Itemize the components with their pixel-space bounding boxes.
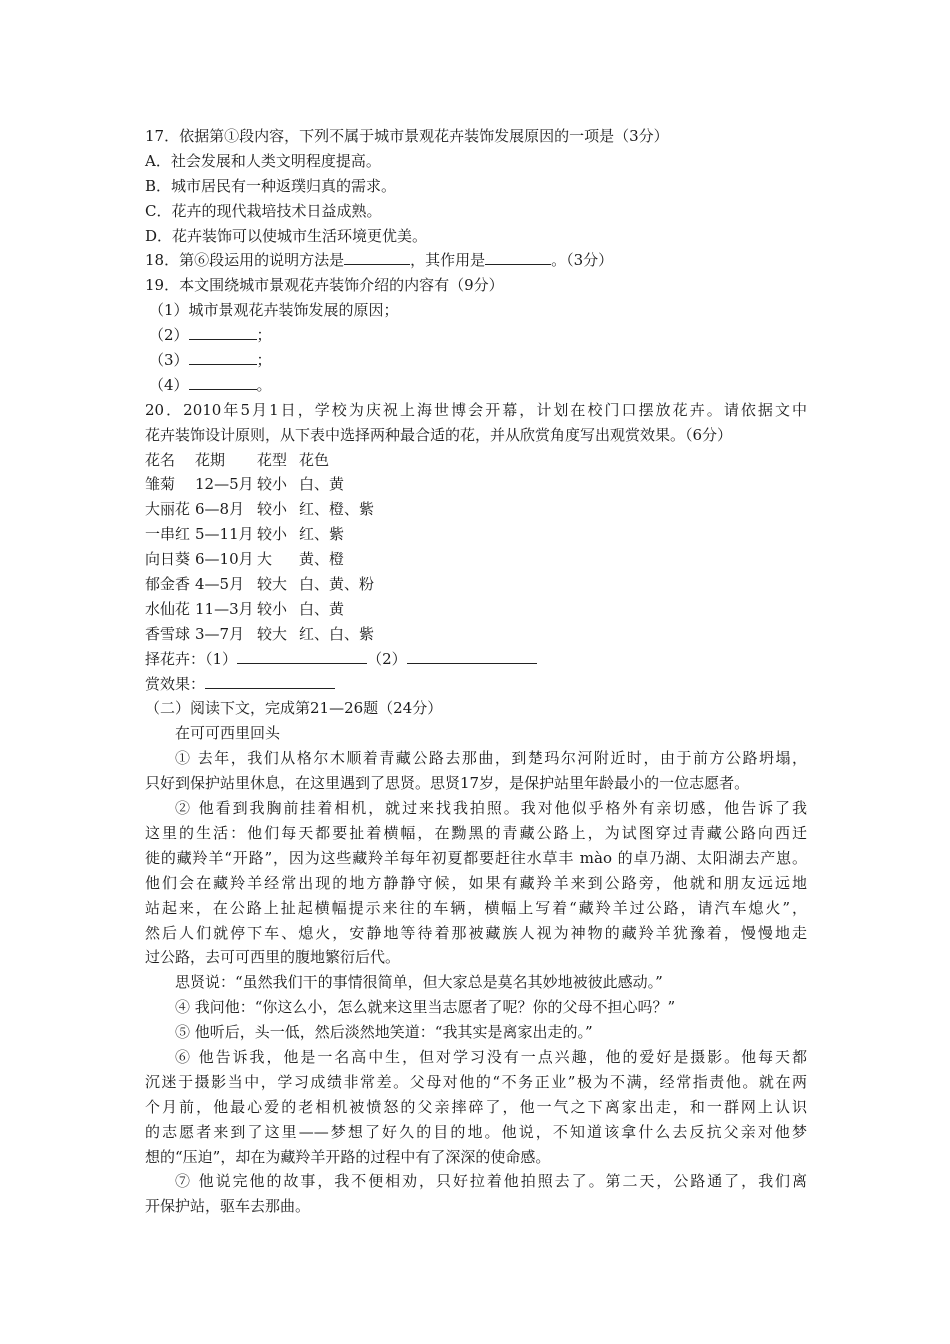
flower-table-row	[145, 522, 807, 547]
q19-blank[interactable]	[189, 373, 257, 390]
flower-table-row	[145, 472, 807, 497]
q19-item: （1）城市景观花卉装饰发展的原因；	[149, 301, 399, 320]
table-cell: 白、黄、粉	[299, 575, 375, 594]
table-cell: 6—8月	[195, 500, 245, 519]
table-cell: 11—3月	[195, 599, 254, 618]
q17-option: A．社会发展和人类文明程度提高。	[145, 151, 381, 170]
article-title: 在可可西里回头	[175, 724, 281, 743]
q19-label: （2）	[149, 326, 189, 345]
article-paragraph-line: 他们会在藏羚羊经常出现的地方静静守候，如果有藏羚羊来到公路旁，他就和朋友远远地	[145, 873, 807, 892]
flower-choice-1-blank[interactable]	[237, 647, 367, 664]
q18-line	[145, 248, 807, 273]
article-paragraph-line: 思贤说：“虽然我们干的事情很简单，但大家总是莫名其妙地被彼此感动。”	[175, 973, 663, 992]
table-cell: 红、橙、紫	[299, 500, 375, 519]
q18-text: 18．第⑥段运用的说明方法是	[145, 251, 345, 270]
flower-choice-2-blank[interactable]	[407, 647, 537, 664]
q19-end: 。	[256, 375, 272, 394]
article-paragraph-line: ① 去年，我们从格尔木顺着青藏公路去那曲，到楚玛尔河附近时，由于前方公路坍塌，	[175, 749, 807, 768]
table-cell: 6—10月	[195, 550, 254, 569]
q18-blank-method[interactable]	[344, 248, 410, 265]
flower-table-row	[145, 572, 807, 597]
q20-choose-line	[145, 647, 807, 672]
q18-blank-effect[interactable]	[485, 248, 551, 265]
q17-option: D．花卉装饰可以使城市生活环境更优美。	[145, 226, 428, 245]
q18-text: 。（3分）	[551, 251, 614, 270]
table-cell: 大丽花	[145, 500, 191, 519]
q19-end: ；	[256, 326, 272, 345]
section2-heading: （二）阅读下文，完成第21—26题（24分）	[145, 699, 443, 718]
flower-table-row	[145, 497, 807, 522]
table-cell: 大	[257, 550, 273, 569]
table-cell: 12—5月	[195, 475, 254, 494]
q19-item	[145, 348, 807, 373]
table-header-cell: 花色	[299, 450, 330, 469]
flower-table-row	[145, 597, 807, 622]
q19-end: ；	[256, 351, 272, 370]
q18-text: ，其作用是	[410, 251, 486, 270]
q19-item	[145, 323, 807, 348]
table-cell: 香雪球	[145, 624, 191, 643]
article-paragraph-line: 想的“压迫”，却在为藏羚羊开路的过程中有了深深的使命感。	[145, 1147, 551, 1166]
article-paragraph-line: ⑤ 他听后，头一低，然后淡然地笑道：“我其实是离家出走的。”	[175, 1023, 593, 1042]
q17-option: B．城市居民有一种返璞归真的需求。	[145, 176, 397, 195]
table-cell: 较小	[257, 475, 288, 494]
q19-blank[interactable]	[189, 323, 257, 340]
table-cell: 较大	[257, 624, 288, 643]
q20-stem: 20．2010年5月1日，学校为庆祝上海世博会开幕，计划在校门口摆放花卉。请依据文中	[145, 400, 807, 419]
table-cell: 较小	[257, 525, 288, 544]
effect-blank[interactable]	[205, 672, 335, 689]
table-cell: 黄、橙	[299, 550, 345, 569]
flower-table-row	[145, 547, 807, 572]
table-cell: 较大	[257, 575, 288, 594]
q19-stem: 19．本文围绕城市景观花卉装饰介绍的内容有（9分）	[145, 276, 504, 295]
table-cell: 5—11月	[195, 525, 254, 544]
q20-effect-line	[145, 672, 807, 697]
article-paragraph-line: ④ 我问他：“你这么小，怎么就来这里当志愿者了呢？你的父母不担心吗？”	[175, 998, 676, 1017]
q17-option: C．花卉的现代栽培技术日益成熟。	[145, 201, 382, 220]
article-paragraph-line: 然后人们就停下车、熄火，安静地等待着那被藏族人视为神物的藏羚羊犹豫着，慢慢地走	[145, 923, 807, 942]
article-paragraph-line: 只好到保护站里休息，在这里遇到了思贤。思贤17岁，是保护站里年龄最小的一位志愿者。	[145, 774, 750, 793]
table-cell: 一串红	[145, 525, 191, 544]
flower-table-row	[145, 622, 807, 647]
article-paragraph-line: 开保护站，驱车去那曲。	[145, 1197, 311, 1216]
effect-label: 赏效果：	[145, 674, 206, 693]
choose-label: 择花卉：	[145, 649, 206, 668]
table-cell: 较小	[257, 500, 288, 519]
exam-document	[145, 124, 807, 1219]
article-paragraph-line: 的志愿者来到了这里——梦想了好久的目的地。他说，不知道该拿什么去反抗父亲对他梦	[145, 1122, 807, 1141]
article-paragraph-line: 这里的生活：他们每天都要扯着横幅，在黝黑的青藏公路上，为试图穿过青藏公路向西迁	[145, 823, 807, 842]
article-paragraph-line: 沉迷于摄影当中，学习成绩非常差。父母对他的“不务正业”极为不满，经常指责他。就在两	[145, 1072, 807, 1091]
choose-2-label: （2）	[367, 649, 407, 668]
q17-stem: 17．依据第①段内容，下列不属于城市景观花卉装饰发展原因的一项是（3分）	[145, 127, 669, 145]
table-cell: 郁金香	[145, 575, 191, 594]
table-cell: 较小	[257, 599, 288, 618]
q19-blank[interactable]	[189, 348, 257, 365]
article-paragraph-line: 个月前，他最心爱的老相机被愤怒的父亲摔碎了，他一气之下离家出走，和一群网上认识	[145, 1097, 807, 1116]
article-paragraph-line: ⑦ 他说完他的故事，我不便相劝，只好拉着他拍照去了。第二天，公路通了，我们离	[175, 1172, 807, 1191]
article-paragraph-line: 徙的藏羚羊“开路”，因为这些藏羚羊每年初夏都要赶往水草丰 mào 的卓乃湖、太阳湖去产崽。	[145, 848, 807, 867]
table-cell: 白、黄	[299, 475, 345, 494]
q19-item	[145, 373, 807, 398]
table-cell: 4—5月	[195, 575, 245, 594]
q19-label: （4）	[149, 375, 189, 394]
q20-stem: 花卉装饰设计原则，从下表中选择两种最合适的花，并从欣赏角度写出观赏效果。（6分）	[145, 425, 733, 444]
q19-label: （3）	[149, 351, 189, 370]
article-paragraph-line: ⑥ 他告诉我，他是一名高中生，但对学习没有一点兴趣，他的爱好是摄影。他每天都	[175, 1047, 807, 1066]
table-header-cell: 花名	[145, 450, 176, 469]
table-cell: 雏菊	[145, 475, 176, 494]
table-cell: 3—7月	[195, 624, 245, 643]
article-paragraph-line: 过公路，去可可西里的腹地繁衍后代。	[145, 948, 401, 967]
table-cell: 向日葵	[145, 550, 191, 569]
table-cell: 白、黄	[299, 599, 345, 618]
table-cell: 红、紫	[299, 525, 345, 544]
table-header-cell: 花期	[195, 450, 226, 469]
article-paragraph-line: ② 他看到我胸前挂着相机，就过来找我拍照。我对他似乎格外有亲切感，他告诉了我	[175, 799, 807, 818]
choose-1-label: （1）	[205, 649, 238, 668]
table-header-cell: 花型	[257, 450, 288, 469]
table-cell: 红、白、紫	[299, 624, 375, 643]
flower-table-header	[145, 448, 807, 473]
article-paragraph-line: 站起来，在公路上扯起横幅提示来往的车辆，横幅上写着“藏羚羊过公路，请汽车熄火”，	[145, 898, 807, 917]
table-cell: 水仙花	[145, 599, 191, 618]
